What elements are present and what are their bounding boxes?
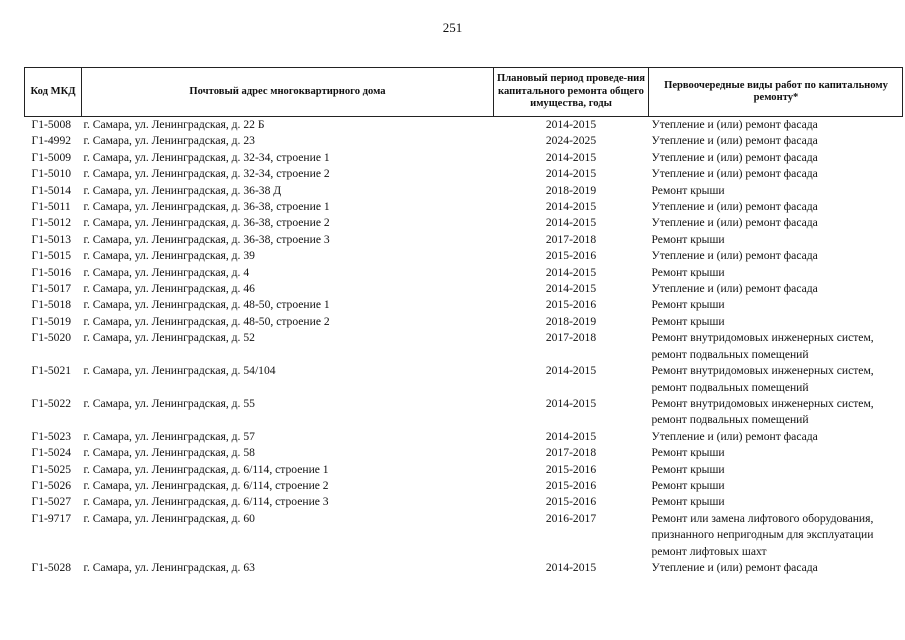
table-row	[25, 560, 903, 576]
cell-address: г. Самара, ул. Ленинградская, д. 58	[83, 446, 255, 460]
cell-period: 2015-2016	[545, 462, 597, 476]
cell-works	[649, 265, 903, 281]
header-period: Плановый период проведе-ния капитального ремонта общего имущества, годы	[494, 68, 649, 117]
cell-works	[649, 297, 903, 313]
capital-repair-table	[24, 67, 903, 576]
works-line: Ремонт внутридомовых инженерных систем,	[651, 396, 874, 410]
cell-works	[649, 330, 903, 363]
cell-address: г. Самара, ул. Ленинградская, д. 23	[83, 134, 255, 148]
cell-period: 2014-2015	[545, 560, 597, 574]
table-body	[25, 117, 903, 577]
cell-code: Г1-5023	[31, 429, 72, 443]
works-line: Утепление и (или) ремонт фасада	[651, 249, 818, 263]
cell-code: Г1-5008	[31, 118, 72, 131]
header-code: Код МКД	[25, 68, 82, 117]
works-line: ремонт подвальных помещений	[651, 413, 809, 427]
works-line: Ремонт крыши	[651, 265, 725, 279]
cell-address: г. Самара, ул. Ленинградская, д. 57	[83, 429, 255, 443]
cell-period: 2014-2015	[545, 167, 597, 181]
cell-code: Г1-5012	[31, 216, 72, 230]
table-row	[25, 511, 903, 560]
cell-address: г. Самара, ул. Ленинградская, д. 36-38 Д	[83, 183, 282, 197]
table-row	[25, 199, 903, 215]
cell-code: Г1-5009	[31, 150, 72, 164]
cell-code: Г1-5024	[31, 446, 72, 460]
cell-address: г. Самара, ул. Ленинградская, д. 6/114, строение 1	[83, 462, 329, 476]
cell-works	[649, 166, 903, 182]
cell-address: г. Самара, ул. Ленинградская, д. 54/104	[83, 364, 276, 378]
works-line: Утепление и (или) ремонт фасада	[651, 150, 818, 164]
cell-code: Г1-5022	[31, 396, 72, 410]
cell-works	[649, 429, 903, 445]
cell-address: г. Самара, ул. Ленинградская, д. 63	[83, 560, 255, 574]
cell-period: 2014-2015	[545, 118, 597, 131]
cell-code: Г1-5015	[31, 249, 72, 263]
cell-works	[649, 560, 903, 576]
cell-period: 2015-2016	[545, 249, 597, 263]
cell-code: Г1-5026	[31, 478, 72, 492]
table-row	[25, 232, 903, 248]
cell-address: г. Самара, ул. Ленинградская, д. 6/114, строение 3	[83, 495, 329, 509]
works-line: ремонт подвальных помещений	[651, 380, 809, 394]
works-line: признанного непригодным для эксплуатации	[651, 528, 874, 542]
cell-period: 2014-2015	[545, 396, 597, 410]
works-line: Ремонт крыши	[651, 495, 725, 509]
cell-works	[649, 478, 903, 494]
cell-period: 2024-2025	[545, 134, 597, 148]
works-line: Утепление и (или) ремонт фасада	[651, 167, 818, 181]
cell-works	[649, 232, 903, 248]
works-line: Ремонт крыши	[651, 462, 725, 476]
cell-address: г. Самара, ул. Ленинградская, д. 48-50, строение 1	[83, 298, 330, 312]
table-row	[25, 330, 903, 363]
works-line: Ремонт крыши	[651, 446, 725, 460]
cell-address: г. Самара, ул. Ленинградская, д. 22 Б	[83, 118, 265, 131]
page-number: 251	[442, 20, 463, 35]
cell-code: Г1-5018	[31, 298, 72, 312]
cell-works	[649, 511, 903, 560]
works-line: Утепление и (или) ремонт фасада	[651, 200, 818, 214]
works-line: Утепление и (или) ремонт фасада	[651, 118, 818, 131]
cell-period: 2015-2016	[545, 495, 597, 509]
cell-address: г. Самара, ул. Ленинградская, д. 6/114, строение 2	[83, 478, 329, 492]
cell-works	[649, 133, 903, 149]
cell-works	[649, 281, 903, 297]
works-line: Ремонт внутридомовых инженерных систем,	[651, 331, 874, 345]
cell-period: 2017-2018	[545, 446, 597, 460]
cell-address: г. Самара, ул. Ленинградская, д. 55	[83, 396, 255, 410]
works-line: Утепление и (или) ремонт фасада	[651, 216, 818, 230]
table-row	[25, 281, 903, 297]
cell-address: г. Самара, ул. Ленинградская, д. 4	[83, 265, 250, 279]
cell-address: г. Самара, ул. Ленинградская, д. 52	[83, 331, 255, 345]
cell-address: г. Самара, ул. Ленинградская, д. 39	[83, 249, 255, 263]
table-row	[25, 445, 903, 461]
cell-works	[649, 117, 903, 134]
works-line: ремонт лифтовых шахт	[651, 544, 767, 558]
cell-works	[649, 396, 903, 429]
works-line: Утепление и (или) ремонт фасада	[651, 134, 818, 148]
cell-works	[649, 150, 903, 166]
table-row	[25, 314, 903, 330]
cell-works	[649, 215, 903, 231]
table-row	[25, 248, 903, 264]
cell-works	[649, 363, 903, 396]
table-row	[25, 478, 903, 494]
cell-code: Г1-5017	[31, 282, 72, 296]
cell-period: 2017-2018	[545, 232, 597, 246]
cell-code: Г1-5027	[31, 495, 72, 509]
table-header	[25, 68, 903, 117]
cell-address: г. Самара, ул. Ленинградская, д. 46	[83, 282, 255, 296]
table-row	[25, 429, 903, 445]
cell-code: Г1-5028	[31, 560, 72, 574]
cell-address: г. Самара, ул. Ленинградская, д. 36-38, строение 3	[83, 232, 330, 246]
cell-code: Г1-5020	[31, 331, 72, 345]
cell-period: 2014-2015	[545, 150, 597, 164]
cell-period: 2017-2018	[545, 331, 597, 345]
cell-address: г. Самара, ул. Ленинградская, д. 36-38, строение 2	[83, 216, 330, 230]
works-line: Ремонт крыши	[651, 232, 725, 246]
cell-period: 2018-2019	[545, 183, 597, 197]
works-line: Утепление и (или) ремонт фасада	[651, 429, 818, 443]
works-line: Ремонт крыши	[651, 298, 725, 312]
header-address: Почтовый адрес многоквартирного дома	[82, 68, 494, 117]
cell-code: Г1-5019	[31, 314, 72, 328]
table-row	[25, 494, 903, 510]
works-line: Ремонт крыши	[651, 314, 725, 328]
cell-works	[649, 445, 903, 461]
cell-code: Г1-5013	[31, 232, 72, 246]
works-line: Утепление и (или) ремонт фасада	[651, 282, 818, 296]
cell-address: г. Самара, ул. Ленинградская, д. 60	[83, 511, 255, 525]
cell-code: Г1-9717	[31, 511, 72, 525]
cell-works	[649, 199, 903, 215]
cell-works	[649, 314, 903, 330]
header-works: Первоочередные виды работ по капитальному ремонту*	[649, 68, 903, 117]
cell-code: Г1-5010	[31, 167, 72, 181]
cell-period: 2014-2015	[545, 429, 597, 443]
works-line: Ремонт крыши	[651, 478, 725, 492]
cell-period: 2015-2016	[545, 478, 597, 492]
cell-works	[649, 462, 903, 478]
works-line: Ремонт внутридомовых инженерных систем,	[651, 364, 874, 378]
table-row	[25, 133, 903, 149]
cell-address: г. Самара, ул. Ленинградская, д. 32-34, строение 1	[83, 150, 330, 164]
cell-period: 2014-2015	[545, 265, 597, 279]
cell-code: Г1-5021	[31, 364, 72, 378]
table-row	[25, 215, 903, 231]
cell-works	[649, 494, 903, 510]
cell-address: г. Самара, ул. Ленинградская, д. 36-38, строение 1	[83, 200, 330, 214]
cell-period: 2018-2019	[545, 314, 597, 328]
cell-period: 2016-2017	[545, 511, 597, 525]
cell-address: г. Самара, ул. Ленинградская, д. 48-50, строение 2	[83, 314, 330, 328]
table-row	[25, 396, 903, 429]
table-row	[25, 297, 903, 313]
cell-code: Г1-4992	[31, 134, 72, 148]
table-row	[25, 183, 903, 199]
cell-code: Г1-5011	[31, 200, 71, 214]
cell-period: 2014-2015	[545, 216, 597, 230]
cell-period: 2014-2015	[545, 364, 597, 378]
cell-code: Г1-5025	[31, 462, 72, 476]
cell-code: Г1-5014	[31, 183, 72, 197]
table-row	[25, 117, 903, 134]
cell-address: г. Самара, ул. Ленинградская, д. 32-34, строение 2	[83, 167, 330, 181]
works-line: Ремонт крыши	[651, 183, 725, 197]
cell-period: 2014-2015	[545, 200, 597, 214]
table-row	[25, 166, 903, 182]
cell-works	[649, 248, 903, 264]
cell-period: 2014-2015	[545, 282, 597, 296]
cell-works	[649, 183, 903, 199]
table-row	[25, 265, 903, 281]
table-row	[25, 363, 903, 396]
works-line: Ремонт или замена лифтового оборудования,	[651, 511, 874, 525]
works-line: ремонт подвальных помещений	[651, 347, 809, 361]
table-row	[25, 150, 903, 166]
table-row	[25, 462, 903, 478]
cell-code: Г1-5016	[31, 265, 72, 279]
cell-period: 2015-2016	[545, 298, 597, 312]
works-line: Утепление и (или) ремонт фасада	[651, 560, 818, 574]
